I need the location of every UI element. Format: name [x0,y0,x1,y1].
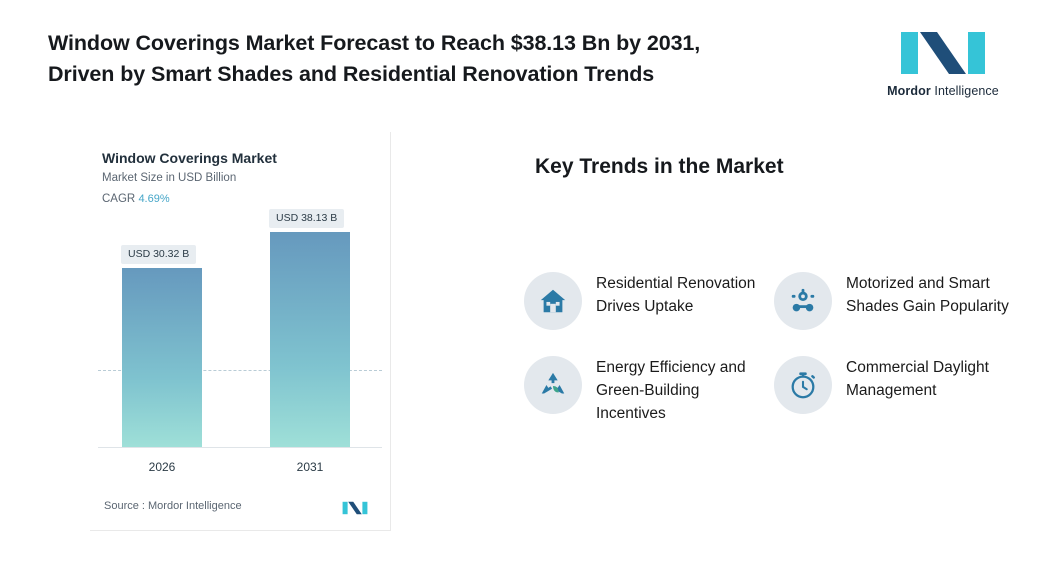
chart-cagr [102,193,170,205]
bar-2031 [270,232,350,448]
brand-logo [878,28,1008,98]
chart-plot-area [90,212,390,478]
bar-2026 [122,268,202,448]
x-tick-2026: 2026 [148,460,176,474]
trends-heading: Key Trends in the Market [535,155,784,178]
page-title-line-1: Window Coverings Market Forecast to Reach $38.13 Bn by 2031, [48,31,701,55]
page-title-line-2: Driven by Smart Shades and Residential Renovation Trends [48,61,655,86]
house-icon [524,272,582,330]
brand-name-light: Intelligence [930,84,999,98]
trend-item-residential-renovation [524,272,774,330]
page-title [48,28,838,89]
chart-source: Source : Mordor Intelligence [104,500,242,512]
chart-title: Window Coverings Market [102,150,277,166]
trend-label: Commercial Daylight Management [846,359,989,399]
bar-value-label-2031: USD 38.13 B [269,209,344,228]
trend-label: Energy Efficiency and Green-Building Incentives [596,359,746,422]
trend-label: Residential Renovation Drives Uptake [596,275,756,315]
brand-name-bold: Mordor [887,84,931,98]
trends-grid [524,272,1024,452]
clock-icon [774,356,832,414]
trend-item-commercial-daylight [774,356,1024,426]
trends-row-1 [524,272,1024,356]
page-header [48,28,868,89]
brand-name [878,84,1008,98]
chart-card [90,132,391,531]
trend-item-motorized-smart-shades [774,272,1024,330]
trend-label: Motorized and Smart Shades Gain Popularity [846,275,1009,315]
trends-row-2 [524,356,1024,452]
motor-smart-shade-icon [774,272,832,330]
x-axis-line [98,447,382,448]
trend-item-energy-efficiency [524,356,774,426]
chart-cagr-label: CAGR [102,193,136,205]
x-tick-2031: 2031 [296,460,324,474]
recycle-leaf-icon [524,356,582,414]
bar-value-label-2026: USD 30.32 B [121,245,196,264]
chart-subtitle: Market Size in USD Billion [102,172,237,184]
mordor-mark-icon [342,500,368,516]
chart-cagr-value: 4.69% [138,193,170,205]
mordor-intelligence-logo-icon [899,28,987,78]
